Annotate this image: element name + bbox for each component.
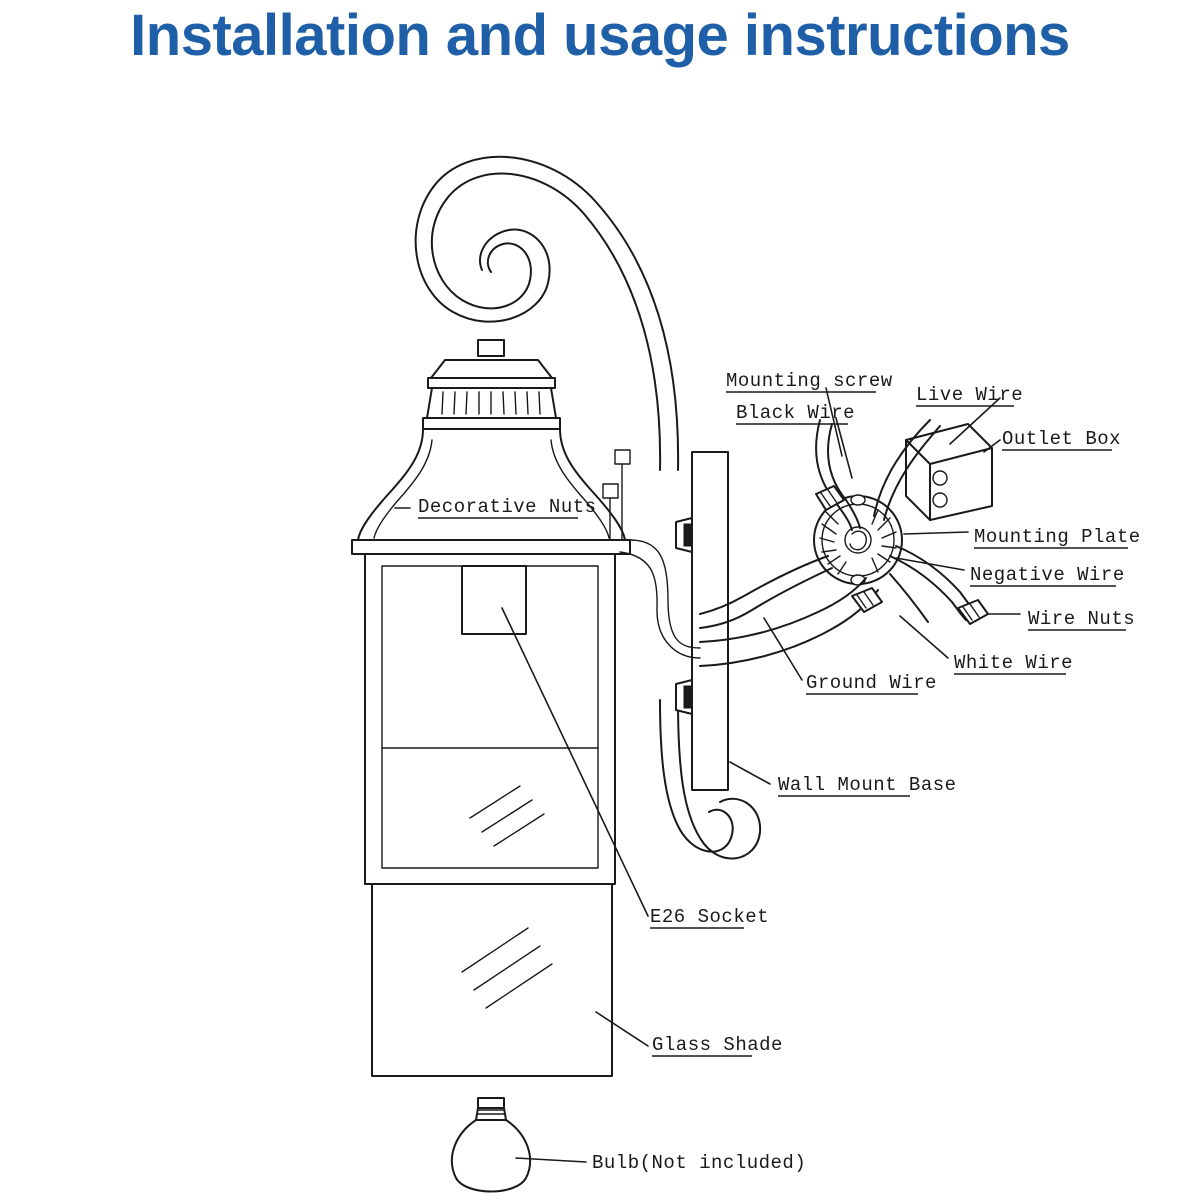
callout-black-wire bbox=[736, 402, 855, 424]
callout-negative-wire bbox=[970, 564, 1125, 586]
callout-decorative-nuts bbox=[418, 496, 597, 518]
callout-label: Decorative Nuts bbox=[418, 496, 597, 518]
callout-label: Black Wire bbox=[736, 402, 856, 424]
callout-label: Outlet Box bbox=[1002, 428, 1122, 450]
page-title: Installation and usage instructions bbox=[130, 3, 1070, 68]
callout-label: White Wire bbox=[954, 652, 1074, 674]
callout-label: Live Wire bbox=[916, 384, 1024, 406]
callout-mounting-screw bbox=[726, 370, 893, 392]
outlet-box-graphic bbox=[906, 424, 992, 520]
callout-label: Glass Shade bbox=[652, 1034, 783, 1056]
callout-label: Mounting Plate bbox=[974, 526, 1141, 548]
callout-label: E26 Socket bbox=[650, 906, 770, 928]
callout-label: Wall Mount Base bbox=[778, 774, 957, 796]
callout-label: Bulb(Not included) bbox=[592, 1152, 807, 1174]
callout-label: Wire Nuts bbox=[1028, 608, 1136, 630]
callout-mounting-plate bbox=[974, 526, 1141, 548]
callout-label: Ground Wire bbox=[806, 672, 937, 694]
callout-wire-nuts bbox=[1028, 608, 1135, 630]
lantern-glass-housing bbox=[365, 554, 615, 884]
callout-e26-socket bbox=[650, 906, 769, 928]
lantern-shoulder bbox=[352, 429, 630, 554]
callout-outlet-box bbox=[1002, 428, 1121, 450]
callout-ground-wire bbox=[806, 672, 937, 694]
callout-bulb bbox=[592, 1152, 806, 1174]
callout-label: Negative Wire bbox=[970, 564, 1125, 586]
bulb-graphic bbox=[452, 1098, 530, 1192]
wire-nut-1 bbox=[958, 600, 988, 624]
callout-live-wire bbox=[916, 384, 1023, 406]
callout-label: Mounting screw bbox=[726, 370, 893, 392]
callout-glass-shade bbox=[652, 1034, 783, 1056]
glass-shade-lower bbox=[372, 884, 612, 1076]
lantern-cap bbox=[423, 340, 560, 429]
callout-white-wire bbox=[954, 652, 1073, 674]
callout-wall-mount-base bbox=[778, 774, 957, 796]
wall-mount-base-graphic bbox=[620, 452, 728, 790]
